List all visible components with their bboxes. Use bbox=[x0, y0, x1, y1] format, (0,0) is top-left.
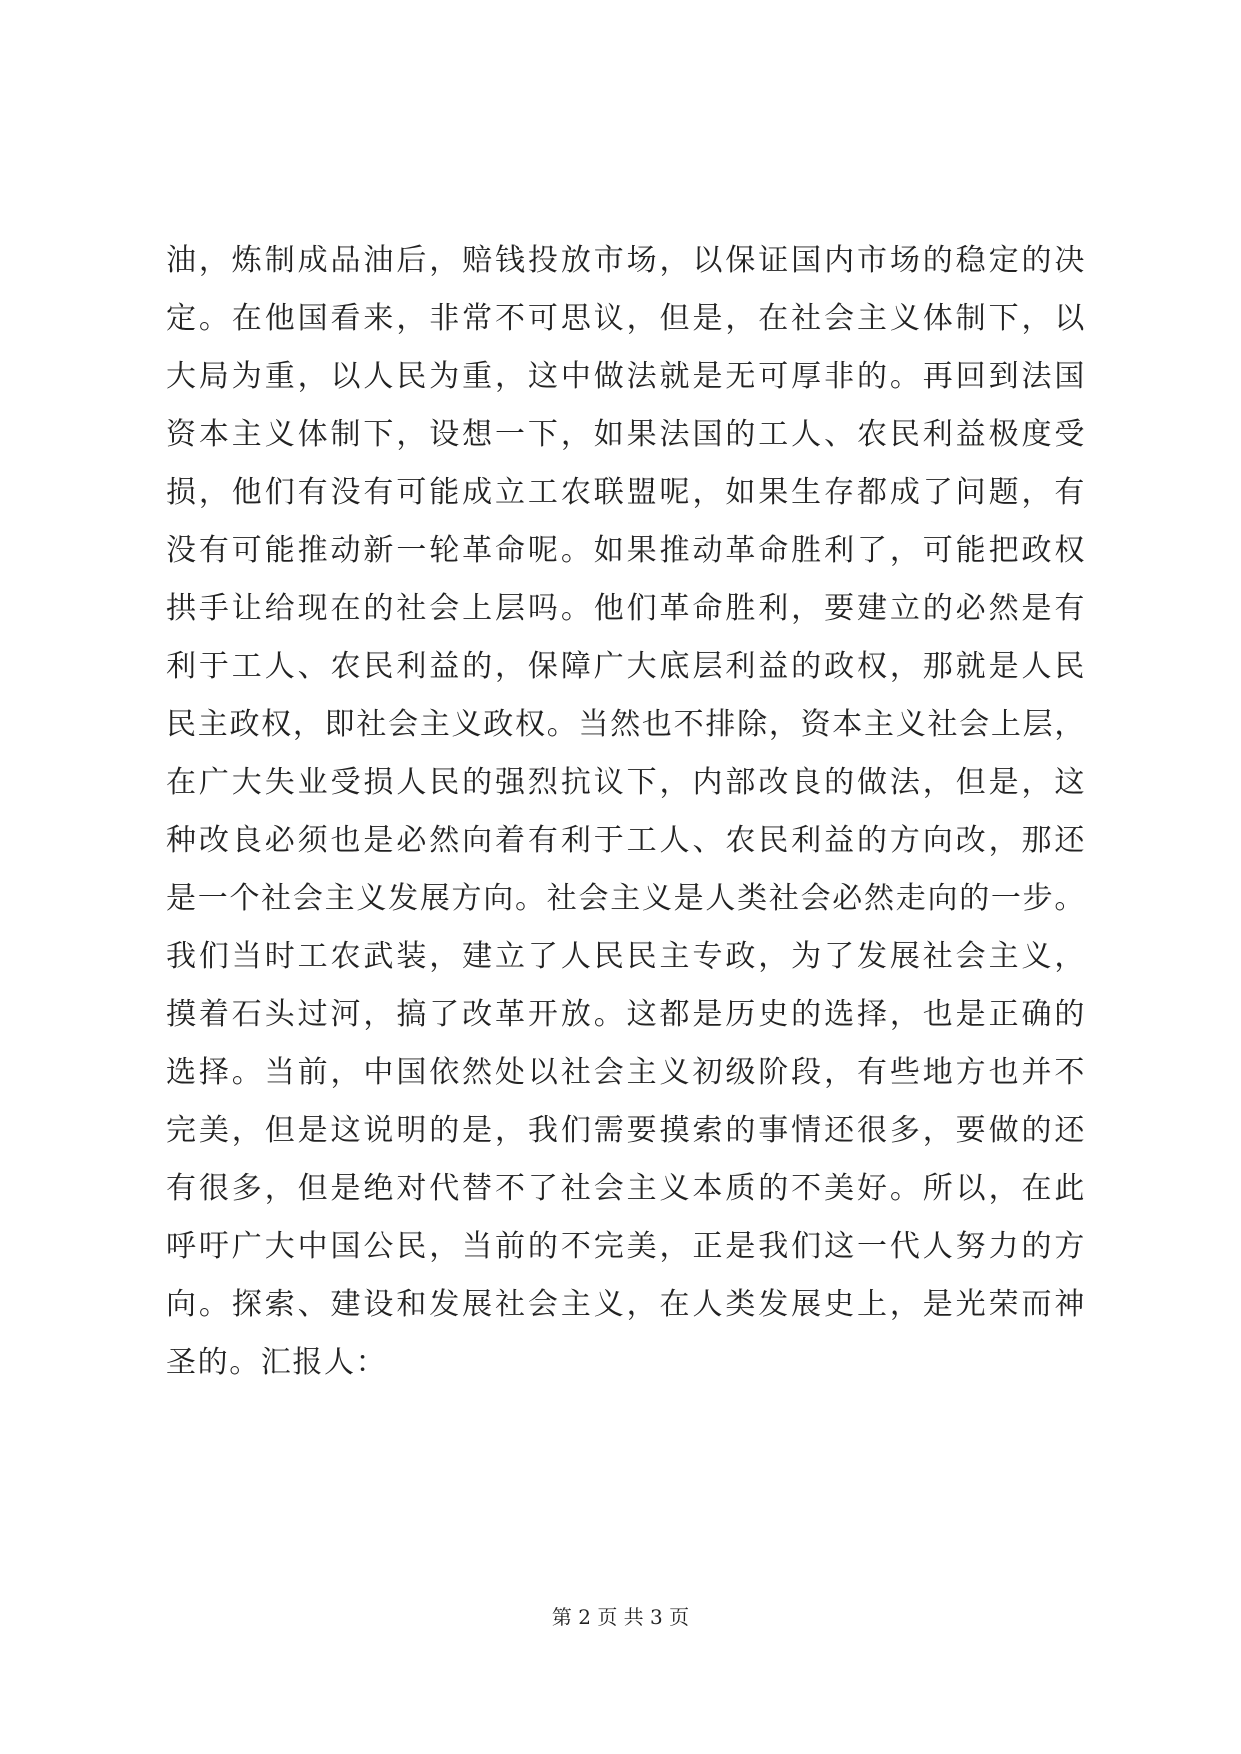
text-line: 油，炼制成品油后，赔钱投放市场，以保证国内市场的稳定的决 bbox=[166, 243, 1086, 278]
text-line: 资本主义体制下，设想一下，如果法国的工人、农民利益极度受 bbox=[166, 417, 1086, 452]
text-line: 向。探索、建设和发展社会主义，在人类发展史上，是光荣而神 bbox=[166, 1287, 1086, 1322]
text-line: 定。在他国看来，非常不可思议，但是，在社会主义体制下，以 bbox=[166, 301, 1086, 336]
page-number: 第 2 页 共 3 页 bbox=[551, 1605, 690, 1629]
text-line: 没有可能推动新一轮革命呢。如果推动革命胜利了，可能把政权 bbox=[166, 533, 1086, 568]
body-text bbox=[166, 232, 1086, 1392]
text-line: 选择。当前，中国依然处以社会主义初级阶段，有些地方也并不 bbox=[166, 1055, 1086, 1090]
text-line: 大局为重，以人民为重，这中做法就是无可厚非的。再回到法国 bbox=[166, 359, 1086, 394]
text-line: 种改良必须也是必然向着有利于工人、农民利益的方向改，那还 bbox=[166, 823, 1086, 858]
text-line: 拱手让给现在的社会上层吗。他们革命胜利，要建立的必然是有 bbox=[166, 591, 1086, 626]
text-line: 有很多，但是绝对代替不了社会主义本质的不美好。所以，在此 bbox=[166, 1171, 1086, 1206]
text-line: 摸着石头过河，搞了改革开放。这都是历史的选择，也是正确的 bbox=[166, 997, 1086, 1032]
text-line: 呼吁广大中国公民，当前的不完美，正是我们这一代人努力的方 bbox=[166, 1229, 1086, 1264]
text-line: 民主政权，即社会主义政权。当然也不排除，资本主义社会上层， bbox=[166, 707, 1086, 742]
text-line: 在广大失业受损人民的强烈抗议下，内部改良的做法，但是，这 bbox=[166, 765, 1086, 800]
text-line: 圣的。汇报人： bbox=[166, 1345, 388, 1380]
text-line: 损，他们有没有可能成立工农联盟呢，如果生存都成了问题，有 bbox=[166, 475, 1086, 510]
text-line: 我们当时工农武装，建立了人民民主专政，为了发展社会主义， bbox=[166, 939, 1086, 974]
text-line: 是一个社会主义发展方向。社会主义是人类社会必然走向的一步。 bbox=[166, 881, 1086, 916]
page-footer bbox=[0, 1603, 1241, 1631]
text-line: 完美，但是这说明的是，我们需要摸索的事情还很多，要做的还 bbox=[166, 1113, 1086, 1148]
text-line: 利于工人、农民利益的，保障广大底层利益的政权，那就是人民 bbox=[166, 649, 1086, 684]
